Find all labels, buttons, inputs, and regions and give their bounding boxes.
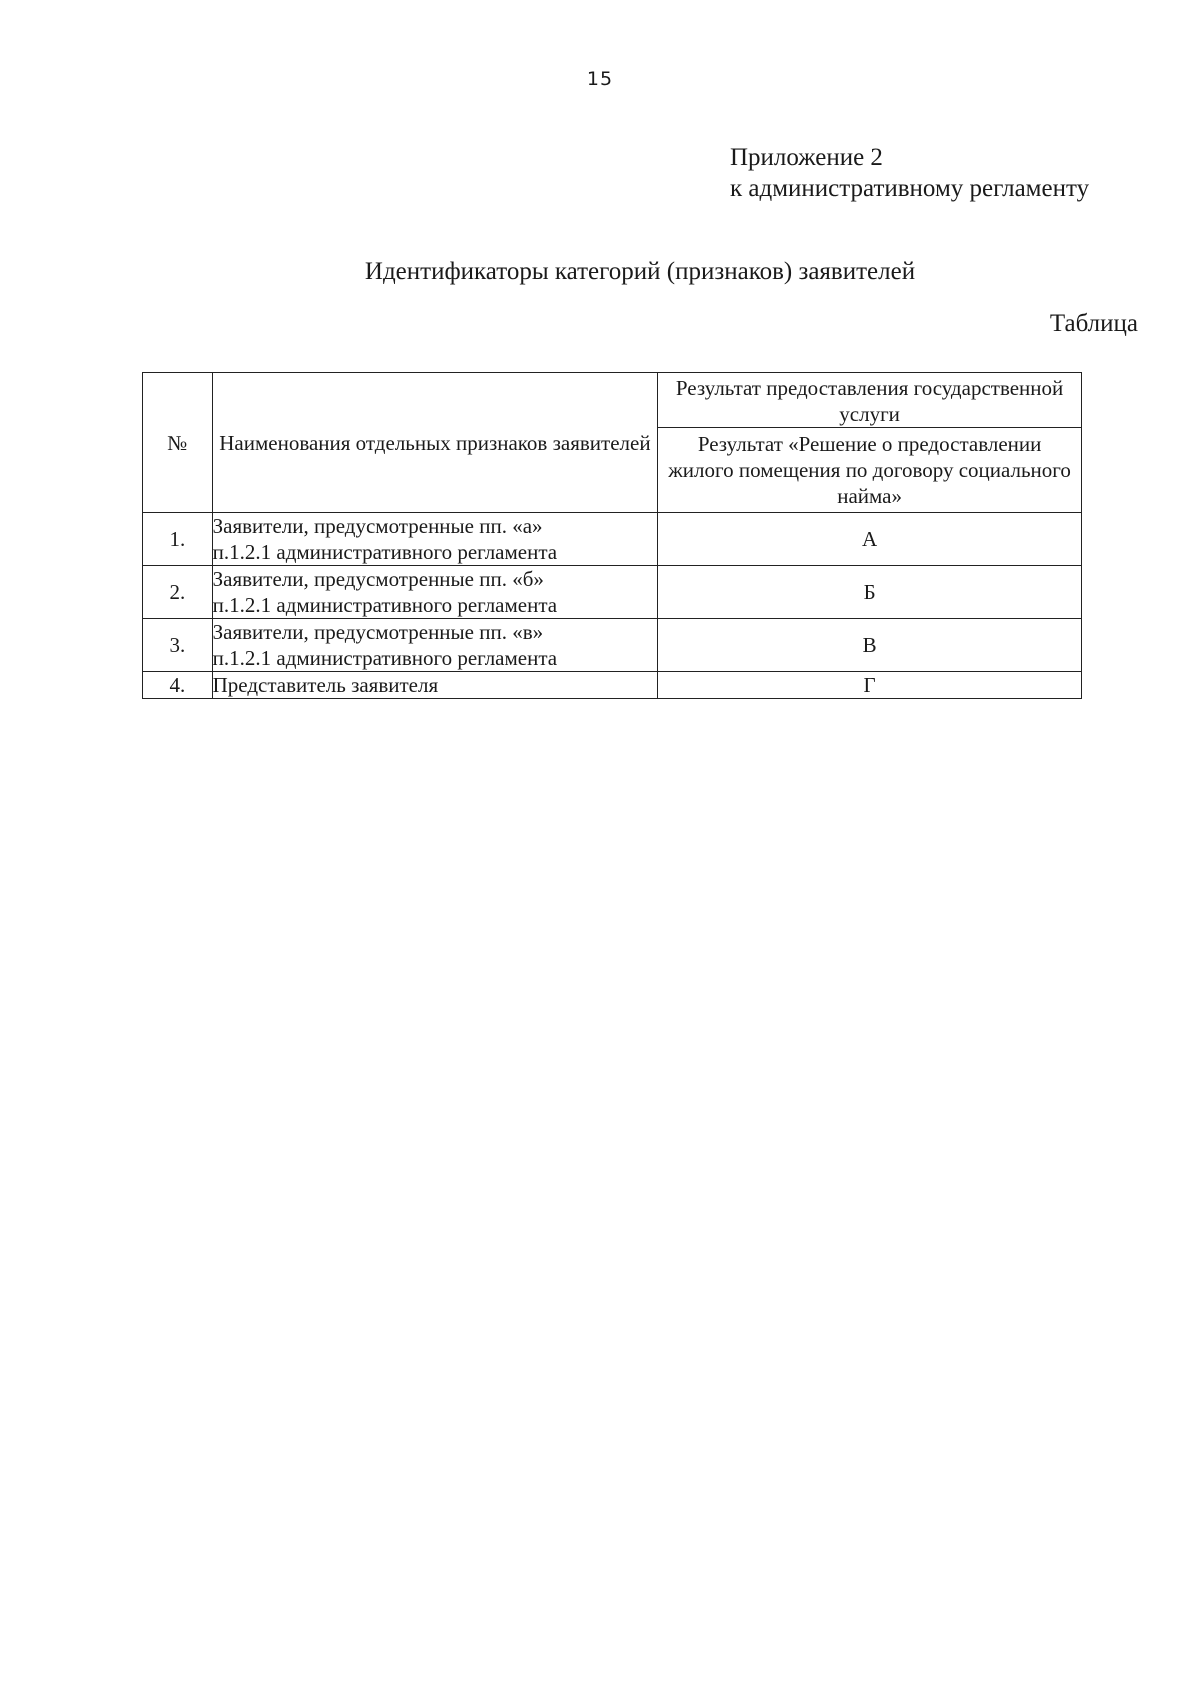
row-name-line-1: Заявители, предусмотренные пп. «в»	[212, 620, 544, 644]
row-name	[212, 566, 658, 619]
table-row	[143, 513, 1082, 566]
table-caption: Таблица	[1049, 310, 1138, 337]
row-name-line-2: п.1.2.1 административного регламента	[212, 646, 558, 670]
row-number: 2.	[143, 566, 213, 619]
row-name-line-2: п.1.2.1 административного регламента	[212, 540, 558, 564]
header-result: Результат «Решение о предоставлении жилого помещения по договору социального найма»	[658, 428, 1082, 513]
document-title: Идентификаторы категорий (признаков) заявителей	[364, 258, 916, 285]
row-name-line-1: Представитель заявителя	[212, 673, 439, 697]
table-row	[143, 619, 1082, 672]
row-name	[212, 513, 658, 566]
appendix-heading	[730, 142, 1089, 204]
row-name	[212, 672, 658, 699]
row-result: Б	[658, 566, 1082, 619]
row-number: 4.	[143, 672, 213, 699]
row-result: В	[658, 619, 1082, 672]
header-result-group: Результат предоставления государственной услуги	[658, 373, 1082, 428]
header-number: №	[143, 373, 213, 513]
header-name: Наименования отдельных признаков заявителей	[212, 373, 658, 513]
row-result: Г	[658, 672, 1082, 699]
appendix-line-2: к административному регламенту	[730, 175, 1090, 202]
row-name-line-2: п.1.2.1 административного регламента	[212, 593, 558, 617]
row-name-line-1: Заявители, предусмотренные пп. «б»	[212, 567, 544, 591]
page-number: 15	[586, 68, 614, 90]
row-number: 1.	[143, 513, 213, 566]
table-row	[143, 566, 1082, 619]
table-row	[143, 672, 1082, 699]
table-header-row	[143, 373, 1082, 428]
row-name-line-1: Заявители, предусмотренные пп. «а»	[212, 514, 543, 538]
row-number: 3.	[143, 619, 213, 672]
row-result: А	[658, 513, 1082, 566]
appendix-line-1: Приложение 2	[730, 144, 883, 171]
row-name	[212, 619, 658, 672]
applicant-categories-table	[142, 372, 1082, 699]
